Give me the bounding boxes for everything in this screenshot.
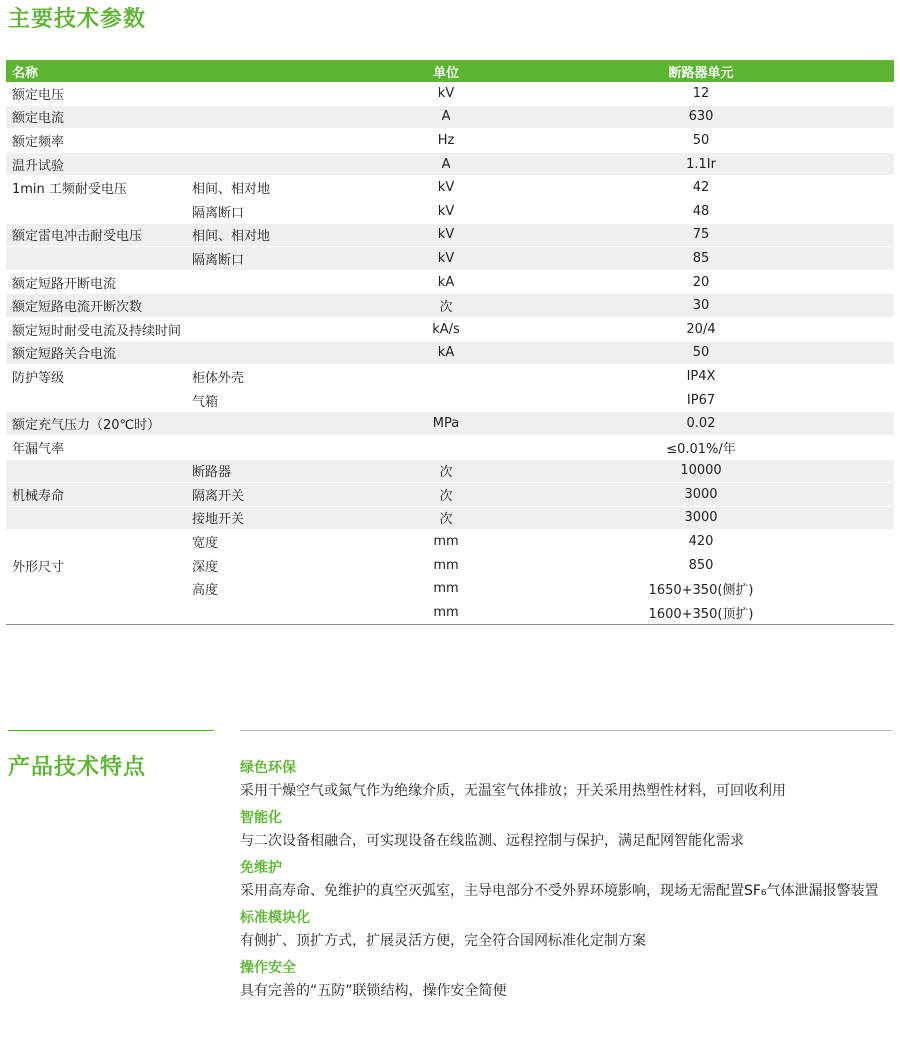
table-row bbox=[6, 530, 894, 554]
table-row bbox=[6, 553, 894, 577]
row-unit: A bbox=[384, 152, 508, 176]
feature-title: 免维护 bbox=[240, 860, 282, 876]
row-name: 额定频率 bbox=[6, 129, 184, 153]
table-row bbox=[6, 435, 894, 459]
table-row bbox=[6, 506, 894, 530]
row-name: 1min 工频耐受电压 bbox=[6, 176, 184, 200]
row-name: 温升试验 bbox=[6, 152, 184, 176]
feature-item bbox=[240, 857, 895, 903]
row-unit: A bbox=[384, 105, 508, 129]
row-value: 85 bbox=[508, 247, 894, 271]
row-name: 外形尺寸 bbox=[6, 553, 184, 577]
table-row bbox=[6, 247, 894, 271]
row-unit: 次 bbox=[384, 294, 508, 318]
row-unit: 次 bbox=[384, 506, 508, 530]
row-unit: kV bbox=[384, 199, 508, 223]
row-unit bbox=[384, 388, 508, 412]
row-unit: 次 bbox=[384, 483, 508, 507]
row-subitem: 相间、相对地 bbox=[184, 223, 384, 247]
row-name bbox=[6, 459, 184, 483]
row-value: IP4X bbox=[508, 365, 894, 389]
row-value: 420 bbox=[508, 530, 894, 554]
row-name: 额定电流 bbox=[6, 105, 184, 129]
table-row bbox=[6, 223, 894, 247]
row-subitem bbox=[184, 317, 384, 341]
row-name: 防护等级 bbox=[6, 365, 184, 389]
specs-table bbox=[6, 60, 894, 625]
row-name: 额定充气压力（20℃时） bbox=[6, 412, 184, 436]
row-value: 48 bbox=[508, 199, 894, 223]
table-row bbox=[6, 270, 894, 294]
feature-description: 采用干燥空气或氮气作为绝缘介质，无温室气体排放；开关采用热塑性材料，可回收利用 bbox=[240, 783, 786, 799]
feature-title: 智能化 bbox=[240, 810, 282, 826]
section-divider-right bbox=[240, 730, 892, 731]
table-row bbox=[6, 365, 894, 389]
row-subitem bbox=[184, 294, 384, 318]
row-value: 12 bbox=[508, 82, 894, 105]
table-row bbox=[6, 176, 894, 200]
row-value: ≤0.01%/年 bbox=[508, 435, 894, 459]
table-row bbox=[6, 341, 894, 365]
table-row bbox=[6, 129, 894, 153]
row-unit: Hz bbox=[384, 129, 508, 153]
row-value: 3000 bbox=[508, 483, 894, 507]
feature-item bbox=[240, 807, 895, 853]
header-name: 名称 bbox=[6, 60, 384, 82]
table-row bbox=[6, 199, 894, 223]
row-value: 0.02 bbox=[508, 412, 894, 436]
row-subitem: 隔离断口 bbox=[184, 199, 384, 223]
table-row bbox=[6, 412, 894, 436]
row-value: 20/4 bbox=[508, 317, 894, 341]
row-name bbox=[6, 530, 184, 554]
row-unit: mm bbox=[384, 553, 508, 577]
row-name: 额定短路关合电流 bbox=[6, 341, 184, 365]
row-subitem bbox=[184, 105, 384, 129]
table-row bbox=[6, 483, 894, 507]
row-unit: mm bbox=[384, 601, 508, 625]
row-name: 额定电压 bbox=[6, 82, 184, 105]
row-name: 额定短时耐受电流及持续时间 bbox=[6, 317, 184, 341]
row-value: 10000 bbox=[508, 459, 894, 483]
row-value: 75 bbox=[508, 223, 894, 247]
row-subitem bbox=[184, 435, 384, 459]
row-subitem bbox=[184, 412, 384, 436]
table-row bbox=[6, 459, 894, 483]
row-name: 年漏气率 bbox=[6, 435, 184, 459]
feature-description: 与二次设备相融合，可实现设备在线监测、远程控制与保护，满足配网智能化需求 bbox=[240, 833, 744, 849]
row-name bbox=[6, 577, 184, 601]
row-subitem: 高度 bbox=[184, 577, 384, 601]
section-divider-left bbox=[8, 730, 214, 731]
row-name bbox=[6, 601, 184, 625]
header-value: 断路器单元 bbox=[508, 60, 894, 82]
row-subitem bbox=[184, 341, 384, 365]
row-name: 机械寿命 bbox=[6, 483, 184, 507]
feature-description: 具有完善的“五防”联锁结构，操作安全简便 bbox=[240, 983, 507, 999]
row-unit bbox=[384, 365, 508, 389]
row-subitem: 气箱 bbox=[184, 388, 384, 412]
row-subitem bbox=[184, 270, 384, 294]
row-name: 额定雷电冲击耐受电压 bbox=[6, 223, 184, 247]
specs-section-title: 主要技术参数 bbox=[8, 7, 147, 32]
table-row bbox=[6, 152, 894, 176]
row-unit bbox=[384, 435, 508, 459]
feature-item bbox=[240, 957, 895, 1003]
row-unit: kA bbox=[384, 270, 508, 294]
feature-title: 操作安全 bbox=[240, 960, 296, 976]
feature-description: 有侧扩、顶扩方式，扩展灵活方便，完全符合国网标准化定制方案 bbox=[240, 933, 646, 949]
row-subitem: 相间、相对地 bbox=[184, 176, 384, 200]
row-value: 50 bbox=[508, 341, 894, 365]
row-value: 20 bbox=[508, 270, 894, 294]
row-subitem: 接地开关 bbox=[184, 506, 384, 530]
row-subitem bbox=[184, 82, 384, 105]
row-unit: mm bbox=[384, 530, 508, 554]
row-value: 630 bbox=[508, 105, 894, 129]
row-value: 850 bbox=[508, 553, 894, 577]
row-unit: kA bbox=[384, 341, 508, 365]
row-unit: mm bbox=[384, 577, 508, 601]
row-unit: kV bbox=[384, 247, 508, 271]
row-unit: kV bbox=[384, 223, 508, 247]
row-subitem: 隔离断口 bbox=[184, 247, 384, 271]
row-name bbox=[6, 199, 184, 223]
table-header-row bbox=[6, 60, 894, 82]
row-subitem: 断路器 bbox=[184, 459, 384, 483]
table-row bbox=[6, 577, 894, 601]
row-subitem: 深度 bbox=[184, 553, 384, 577]
table-row bbox=[6, 317, 894, 341]
table-row bbox=[6, 601, 894, 625]
row-value: 1600+350(顶扩) bbox=[508, 601, 894, 625]
row-subitem: 柜体外壳 bbox=[184, 365, 384, 389]
row-value: 30 bbox=[508, 294, 894, 318]
row-subitem: 宽度 bbox=[184, 530, 384, 554]
row-unit: kV bbox=[384, 176, 508, 200]
row-subitem bbox=[184, 129, 384, 153]
table-row bbox=[6, 388, 894, 412]
feature-item bbox=[240, 907, 895, 953]
row-name bbox=[6, 388, 184, 412]
row-subitem bbox=[184, 152, 384, 176]
row-unit: MPa bbox=[384, 412, 508, 436]
row-value: 1650+350(侧扩) bbox=[508, 577, 894, 601]
feature-title: 标准模块化 bbox=[240, 910, 310, 926]
row-value: 42 bbox=[508, 176, 894, 200]
row-name: 额定短路电流开断次数 bbox=[6, 294, 184, 318]
row-name bbox=[6, 247, 184, 271]
row-unit: 次 bbox=[384, 459, 508, 483]
table-row bbox=[6, 294, 894, 318]
row-subitem: 隔离开关 bbox=[184, 483, 384, 507]
row-unit: kA/s bbox=[384, 317, 508, 341]
row-name bbox=[6, 506, 184, 530]
features-list bbox=[240, 757, 895, 1007]
header-unit: 单位 bbox=[384, 60, 508, 82]
feature-title: 绿色环保 bbox=[240, 760, 296, 776]
table-row bbox=[6, 82, 894, 105]
feature-description: 采用高寿命、免维护的真空灭弧室，主导电部分不受外界环境影响，现场无需配置SF₆气体泄漏报警装置 bbox=[240, 883, 879, 899]
table-row bbox=[6, 105, 894, 129]
row-value: IP67 bbox=[508, 388, 894, 412]
feature-item bbox=[240, 757, 895, 803]
row-value: 1.1Ir bbox=[508, 152, 894, 176]
row-unit: kV bbox=[384, 82, 508, 105]
row-value: 50 bbox=[508, 129, 894, 153]
row-name: 额定短路开断电流 bbox=[6, 270, 184, 294]
row-subitem bbox=[184, 601, 384, 625]
features-section-title: 产品技术特点 bbox=[8, 755, 147, 780]
row-value: 3000 bbox=[508, 506, 894, 530]
